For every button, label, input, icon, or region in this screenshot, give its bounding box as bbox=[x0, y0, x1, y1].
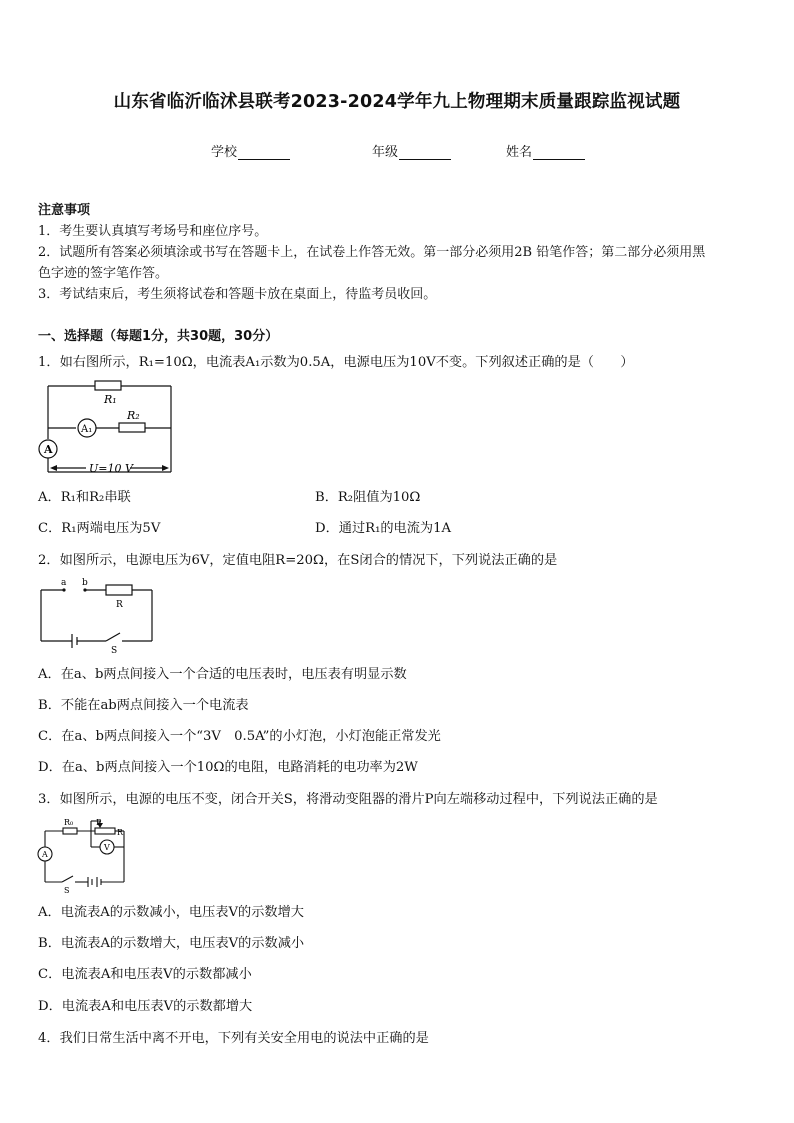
question-1-stem: 1．如右图所示，R₁=10Ω，电流表A₁示数为0.5A，电源电压为10V不变。下列叙述正确的是（ ） bbox=[38, 355, 634, 370]
label-p: P bbox=[96, 818, 102, 827]
grade-label: 年级 bbox=[372, 145, 399, 160]
label-s: S bbox=[111, 646, 118, 655]
grade-field[interactable] bbox=[372, 141, 451, 160]
question-2-stem: 2．如图所示，电源电压为6V，定值电阻R=20Ω，在S闭合的情况下，下列说法正确的是 bbox=[38, 553, 558, 568]
circuit-diagram-1 bbox=[38, 377, 178, 477]
point-a: a bbox=[61, 578, 67, 588]
voltmeter-v: V bbox=[104, 843, 110, 852]
name-label: 姓名 bbox=[506, 145, 533, 160]
question-4-stem: 4．我们日常生活中离不开电，下列有关安全用电的说法中正确的是 bbox=[38, 1031, 429, 1046]
q2-option-a[interactable]: A．在a、b两点间接入一个合适的电压表时，电压表有明显示数 bbox=[38, 667, 407, 682]
circuit-diagram-2 bbox=[38, 575, 158, 655]
notice-item: 3．考试结束后，考生须将试卷和答题卡放在桌面上，待监考员收回。 bbox=[38, 287, 437, 302]
question-3-stem: 3．如图所示，电源的电压不变，闭合开关S，将滑动变阻器的滑片P向左端移动过程中，下列说法正确的是 bbox=[38, 792, 658, 807]
q3-option-b[interactable]: B．电流表A的示数增大，电压表V的示数减小 bbox=[38, 936, 305, 951]
q2-option-d[interactable]: D．在a、b两点间接入一个10Ω的电阻，电路消耗的电功率为2W bbox=[38, 760, 418, 775]
notice-item: 2．试题所有答案必须填涂或书写在答题卡上，在试卷上作答无效。第一部分必须用2B 铅笔作答；第二部分必须用黑 bbox=[38, 245, 706, 260]
grade-blank[interactable] bbox=[399, 146, 451, 160]
q3-option-c[interactable]: C．电流表A和电压表V的示数都减小 bbox=[38, 967, 252, 982]
q3-option-a[interactable]: A．电流表A的示数减小，电压表V的示数增大 bbox=[38, 905, 304, 920]
q1-option-c[interactable]: C．R₁两端电压为5V bbox=[38, 521, 161, 536]
section-heading: 一、选择题（每题1分，共30题，30分） bbox=[38, 329, 279, 344]
ammeter-a1: A₁ bbox=[81, 424, 93, 435]
notice-heading: 注意事项 bbox=[38, 203, 91, 218]
label-r0: R₀ bbox=[64, 818, 74, 827]
label-r1: R₁ bbox=[104, 393, 117, 406]
q2-option-c[interactable]: C．在a、b两点间接入一个“3V 0.5A”的小灯泡，小灯泡能正常发光 bbox=[38, 729, 441, 744]
notice-item: 色字迹的签字笔作答。 bbox=[38, 266, 169, 281]
ammeter-a: A bbox=[44, 443, 53, 456]
label-r: R bbox=[117, 828, 124, 837]
label-r: R bbox=[116, 600, 123, 610]
q1-option-b[interactable]: B．R₂阻值为10Ω bbox=[315, 490, 421, 505]
ammeter-a: A bbox=[42, 850, 48, 859]
q3-option-d[interactable]: D．电流表A和电压表V的示数都增大 bbox=[38, 999, 253, 1014]
label-s: S bbox=[64, 886, 70, 894]
name-field[interactable] bbox=[506, 141, 585, 160]
name-blank[interactable] bbox=[533, 146, 585, 160]
school-blank[interactable] bbox=[238, 146, 290, 160]
school-label: 学校 bbox=[211, 145, 238, 160]
school-field[interactable] bbox=[211, 141, 290, 160]
notice-item: 1．考生要认真填写考场号和座位序号。 bbox=[38, 224, 268, 239]
circuit-diagram-3 bbox=[36, 814, 132, 894]
point-b: b bbox=[82, 578, 88, 588]
label-r2: R₂ bbox=[127, 409, 140, 422]
q1-option-d[interactable]: D．通过R₁的电流为1A bbox=[315, 521, 452, 536]
q1-option-a[interactable]: A．R₁和R₂串联 bbox=[38, 490, 131, 505]
page-title: 山东省临沂临沭县联考2023-2024学年九上物理期末质量跟踪监视试题 bbox=[113, 92, 681, 112]
q2-option-b[interactable]: B．不能在ab两点间接入一个电流表 bbox=[38, 698, 249, 713]
label-voltage: U=10 V bbox=[89, 462, 133, 475]
